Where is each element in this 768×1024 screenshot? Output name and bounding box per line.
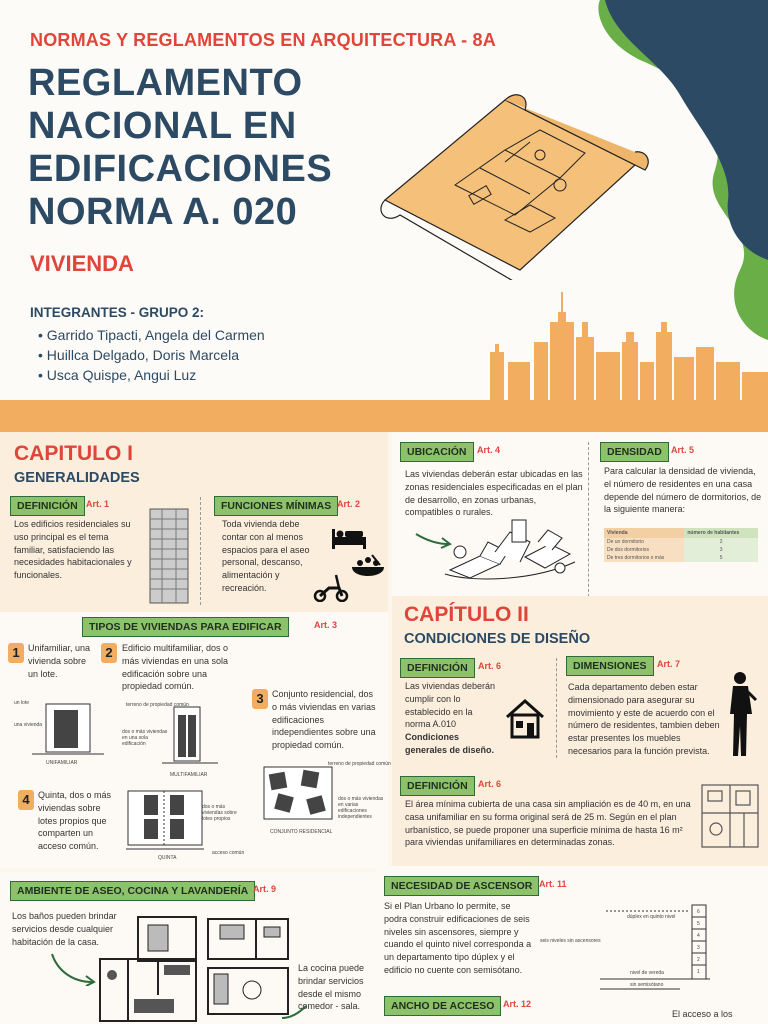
tipo-text: Quinta, dos o más viviendas sobre lotes propios que comparten un acceso común. [38, 790, 112, 852]
floorplan-icon [700, 783, 760, 849]
tipos-tag: TIPOS DE VIVIENDAS PARA EDIFICAR [82, 617, 289, 637]
bathroom-plan [98, 955, 198, 1024]
cap1-subtitle: GENERALIDADES [14, 470, 140, 486]
building-section-diagram [600, 895, 710, 995]
fig-label: terreno de propiedad común [126, 702, 189, 708]
member-item: • Garrido Tipacti, Angela del Carmen [38, 327, 265, 343]
tipo-text: Unifamiliar, una vivienda sobre un lote. [28, 643, 91, 679]
fig-label: dos o más viviendas en varias edificaciones independientes [338, 796, 384, 820]
green-arrow-icon [280, 1004, 308, 1022]
fig-label: CONJUNTO RESIDENCIAL [270, 829, 333, 835]
aseo-text-2: La cocina puede brindar servicios desde el mismo comedor - sala. [298, 963, 365, 1012]
cap1-title: CAPITULO I [14, 442, 133, 465]
fig-label: dos o más viviendas sobre lotes propios [202, 804, 237, 822]
bed-icon [330, 525, 368, 551]
title-line: EDIFICACIONES [28, 148, 333, 190]
title-line: REGLAMENTO [28, 62, 303, 104]
tipo-number: 3 [252, 689, 268, 709]
densidad-art: Art. 5 [671, 445, 695, 455]
person-silhouette-icon [728, 670, 758, 758]
ubicacion-text: Las viviendas deberán estar ubicadas en las zonas residenciales especificadas en el plan de desarrollo, en zonas urbanas, compatibles o rurales. [405, 469, 583, 518]
floor-number: 1 [697, 969, 700, 975]
acceso-text: El acceso a los [672, 1009, 733, 1019]
divider [200, 497, 201, 605]
ascensor-art: Art. 11 [539, 879, 567, 889]
floor-number: 4 [697, 933, 700, 939]
dimensiones-tag: DIMENSIONES [566, 656, 654, 676]
tipo-text: Edificio multifamiliar, dos o más viviendas en una sola edificación sobre una propiedad común. [122, 643, 229, 692]
funciones-text: Toda vivienda debe contar con al menos espacios para el aseo personal, descanso, alimentación y recreación. [222, 519, 310, 593]
table-row: De dos dormitorios 3 [604, 546, 758, 554]
cap2-title: CAPÍTULO II [404, 603, 529, 626]
member-item: • Huillca Delgado, Doris Marcela [38, 347, 239, 363]
house-icon [503, 697, 547, 741]
floor-number: 6 [697, 909, 700, 915]
tipos-art: Art. 3 [314, 620, 338, 630]
green-arrow-icon [50, 952, 96, 986]
main-title [28, 62, 332, 234]
cap2-definicion2-text: El área mínima cubierta de una casa sin ampliación es de 40 m, en una casa unifamiliar en su forma original será de 25 m. Según en el plan urbanístico, se puede proponer una superficie mínima de hasta 16 m² para viviendas unifamiliares en determinadas zonas. [405, 799, 691, 848]
definicion-tag: DEFINICIÓN [10, 496, 85, 516]
unifamiliar-diagram [32, 702, 104, 758]
fig-label: dúplex en quinto nivel [627, 914, 676, 920]
ascensor-text: Si el Plan Urbano lo permite, se podra construir edificaciones de seis niveles sin ascensores, siempre y cuando el quinto nivel corresponda a un departamento tipo dúplex y el edificio no cuente con semisótano. [384, 901, 532, 975]
tipo-number: 2 [101, 643, 117, 663]
title-line: NORMA A. 020 [28, 191, 298, 233]
floor-number: 5 [697, 921, 700, 927]
fig-label: UNIFAMILIAR [46, 760, 78, 766]
table-row: De tres dormitorios o más 5 [604, 554, 758, 562]
fig-label: MULTIFAMILIAR [170, 772, 208, 778]
aseo-tag: AMBIENTE DE ASEO, COCINA Y LAVANDERÍA [10, 881, 255, 901]
building-illustration [148, 505, 190, 605]
table-header: número de habitantes [684, 528, 758, 538]
course-subtitle: NORMAS Y REGLAMENTOS EN ARQUITECTURA - 8A [30, 30, 496, 50]
densidad-tag: DENSIDAD [600, 442, 669, 462]
title-line: NACIONAL EN [28, 105, 297, 147]
cap2-definicion-text: Las viviendas deberán cumplir con lo establecido en la norma A.010 Condiciones generales de diseño. [405, 681, 496, 755]
tipo-text: Conjunto residencial, dos o más viviendas en varias edificaciones independientes sobre una propiedad común. [272, 689, 376, 751]
cap2-definicion2-tag: DEFINICIÓN [400, 776, 475, 796]
group-label: INTEGRANTES - GRUPO 2: [30, 305, 205, 320]
cap2-definicion-art: Art. 6 [478, 661, 502, 671]
fig-label: un lote [14, 700, 30, 706]
dimensiones-text: Cada departamento deben estar dimensionado para asegurar su movimiento y este de acuerdo con el número de residentes, tambien deben estar presentes los muebles necesarios para la función prevista. [568, 682, 720, 756]
floor-number: 3 [697, 945, 700, 951]
dimensiones-art: Art. 7 [657, 659, 681, 669]
floor-number: 2 [697, 957, 700, 963]
acceso-art: Art. 12 [503, 999, 532, 1009]
definicion-art: Art. 1 [86, 499, 110, 509]
quinta-diagram [126, 789, 204, 851]
definicion-text: Los edificios residenciales su uso principal es el tema familiar, satisfaciendo las necesidades habitacionales y funcionales. [14, 519, 132, 581]
bedroom-plan [136, 915, 198, 963]
cap2-subtitle: CONDICIONES DE DISEÑO [404, 631, 591, 647]
fig-label: acceso común [212, 850, 245, 856]
conjunto-diagram [262, 765, 334, 823]
floorplan-scroll-illustration [355, 90, 655, 280]
scooter-icon [313, 572, 349, 602]
funciones-tag: FUNCIONES MÍNIMAS [214, 496, 338, 516]
town-illustration [440, 512, 580, 584]
cap2-definicion2-art: Art. 6 [478, 779, 502, 789]
fig-label: seis niveles sin ascensores [540, 938, 601, 944]
fig-label: nivel de vereda [630, 970, 664, 976]
fig-label: QUINTA [158, 855, 177, 861]
members-list [38, 325, 265, 385]
tipo-number: 4 [18, 790, 34, 810]
densidad-table [604, 528, 758, 562]
funciones-art: Art. 2 [337, 499, 361, 509]
fig-label: una vivienda [14, 722, 43, 728]
ubicacion-tag: UBICACIÓN [400, 442, 474, 462]
fig-label: dos o más viviendas en una sola edificación [122, 729, 168, 747]
divider [556, 658, 557, 758]
cap2-definicion-tag: DEFINICIÓN [400, 658, 475, 678]
green-arrow-icon [414, 530, 454, 550]
header-section [0, 0, 768, 432]
ascensor-tag: NECESIDAD DE ASCENSOR [384, 876, 539, 896]
ubicacion-art: Art. 4 [477, 445, 501, 455]
topic-title: VIVIENDA [30, 251, 134, 276]
divider [588, 442, 589, 602]
aseo-art: Art. 9 [253, 884, 277, 894]
table-header: Vivienda [604, 528, 684, 538]
bathroom-plan-2 [206, 917, 290, 961]
tipo-number: 1 [8, 643, 24, 663]
fig-label: terreno de propiedad común [328, 761, 391, 767]
kitchen-plan [206, 966, 290, 1016]
densidad-text: Para calcular la densidad de vivienda, el número de residentes en una casa depende del número de dormitorios, de la siguiente manera: [604, 466, 762, 515]
food-bowl-icon [350, 553, 386, 585]
table-row: De un dormitorio 2 [604, 538, 758, 546]
fig-label: sin semisótano [630, 982, 664, 988]
member-item: • Usca Quispe, Angui Luz [38, 367, 197, 383]
aseo-text-1: Los baños pueden brindar servicios desde cualquier habitación de la casa. [12, 911, 117, 947]
acceso-tag: ANCHO DE ACCESO [384, 996, 501, 1016]
